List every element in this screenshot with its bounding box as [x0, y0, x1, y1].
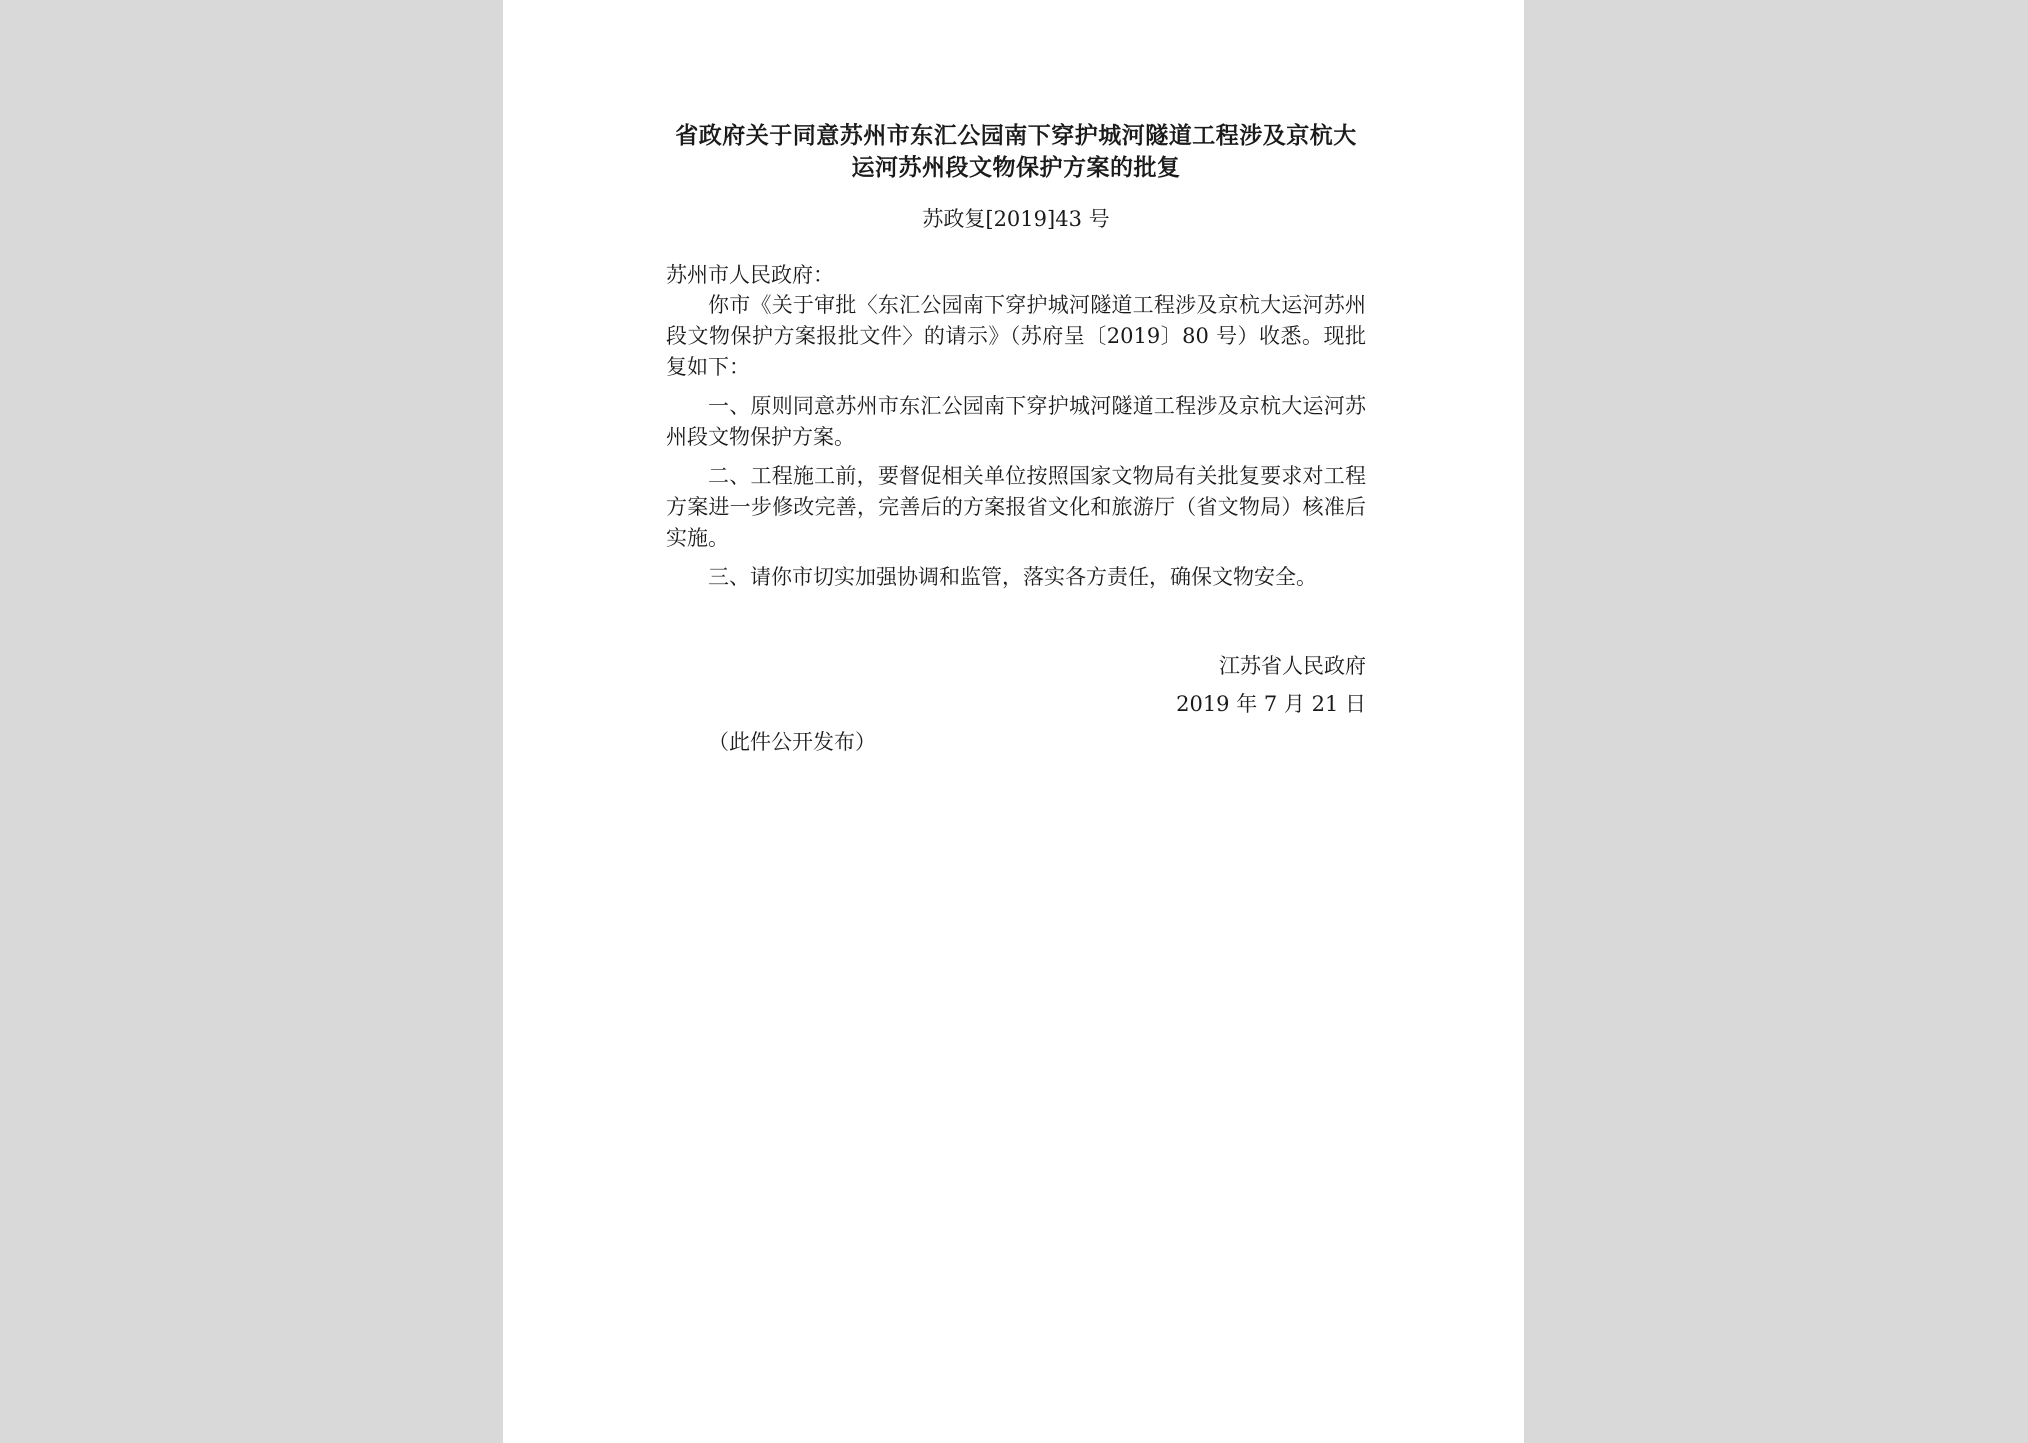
paragraph-item-1: 一、原则同意苏州市东汇公园南下穿护城河隧道工程涉及京杭大运河苏州段文物保护方案。 — [666, 394, 1366, 449]
document-title: 省政府关于同意苏州市东汇公园南下穿护城河隧道工程涉及京杭大运河苏州段文物保护方案的批复 — [675, 122, 1357, 181]
signature-organization: 江苏省人民政府 — [1219, 654, 1366, 678]
signature-block — [666, 647, 1366, 723]
document-page — [503, 0, 1524, 1443]
addressee: 苏州市人民政府： — [666, 263, 834, 287]
paragraph-item-3: 三、请你市切实加强协调和监管，落实各方责任，确保文物安全。 — [708, 565, 1317, 589]
document-number: 苏政复[2019]43 号 — [922, 207, 1110, 231]
signature-date: 2019 年 7 月 21 日 — [1176, 692, 1366, 716]
paragraph-item-2: 二、工程施工前，要督促相关单位按照国家文物局有关批复要求对工程方案进一步修改完善，完善后的方案报省文化和旅游厅（省文物局）核准后实施。 — [666, 464, 1366, 550]
document-content — [666, 120, 1366, 757]
paragraph-intro: 你市《关于审批〈东汇公园南下穿护城河隧道工程涉及京杭大运河苏州段文物保护方案报批文件〉的请示》（苏府呈〔2019〕80 号）收悉。现批复如下： — [666, 293, 1366, 379]
release-note: （此件公开发布） — [708, 730, 876, 754]
